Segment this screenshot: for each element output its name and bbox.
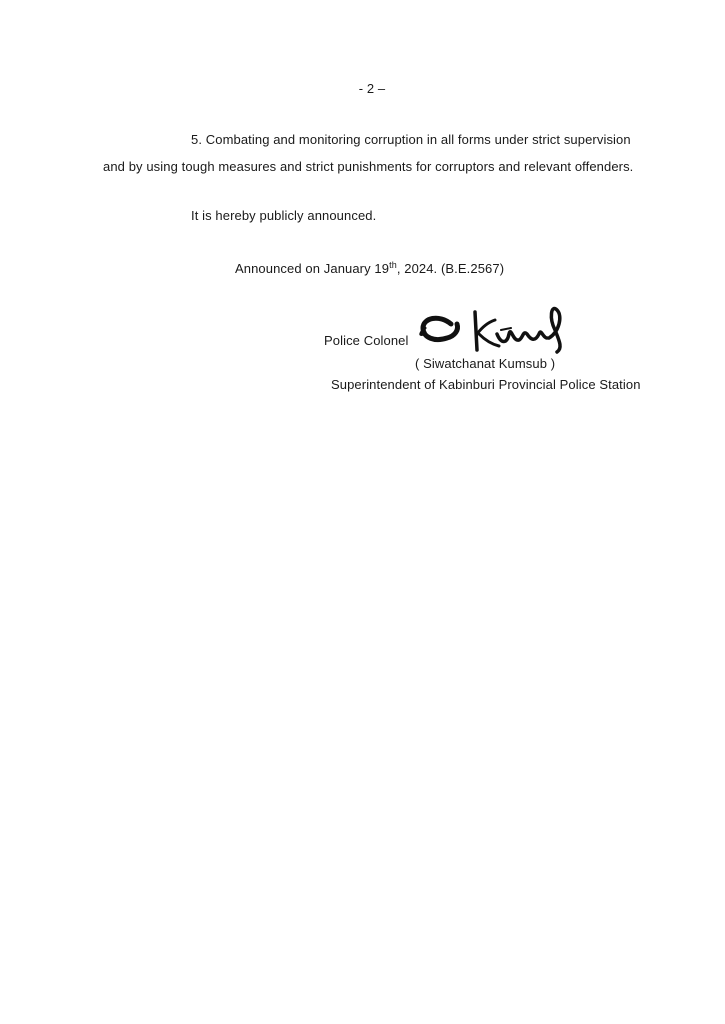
handwritten-signature <box>417 304 571 356</box>
announcement-text: It is hereby publicly announced. <box>191 208 377 223</box>
announced-date <box>235 261 504 277</box>
item-5-line-2: and by using tough measures and strict punishments for corruptors and relevant offenders. <box>103 159 634 174</box>
signatory-title: Superintendent of Kabinburi Provincial Police Station <box>331 377 641 392</box>
signatory-rank: Police Colonel <box>324 333 409 348</box>
item-5-line-1: 5. Combating and monitoring corruption in all forms under strict supervision <box>191 132 631 147</box>
signatory-name: ( Siwatchanat Kumsub ) <box>415 356 556 371</box>
announced-prefix: Announced on January 19 <box>235 261 390 276</box>
announced-suffix: , 2024. (B.E.2567) <box>396 261 505 276</box>
page-number: - 2 – <box>358 81 386 96</box>
ordinal-suffix: th <box>389 260 397 270</box>
